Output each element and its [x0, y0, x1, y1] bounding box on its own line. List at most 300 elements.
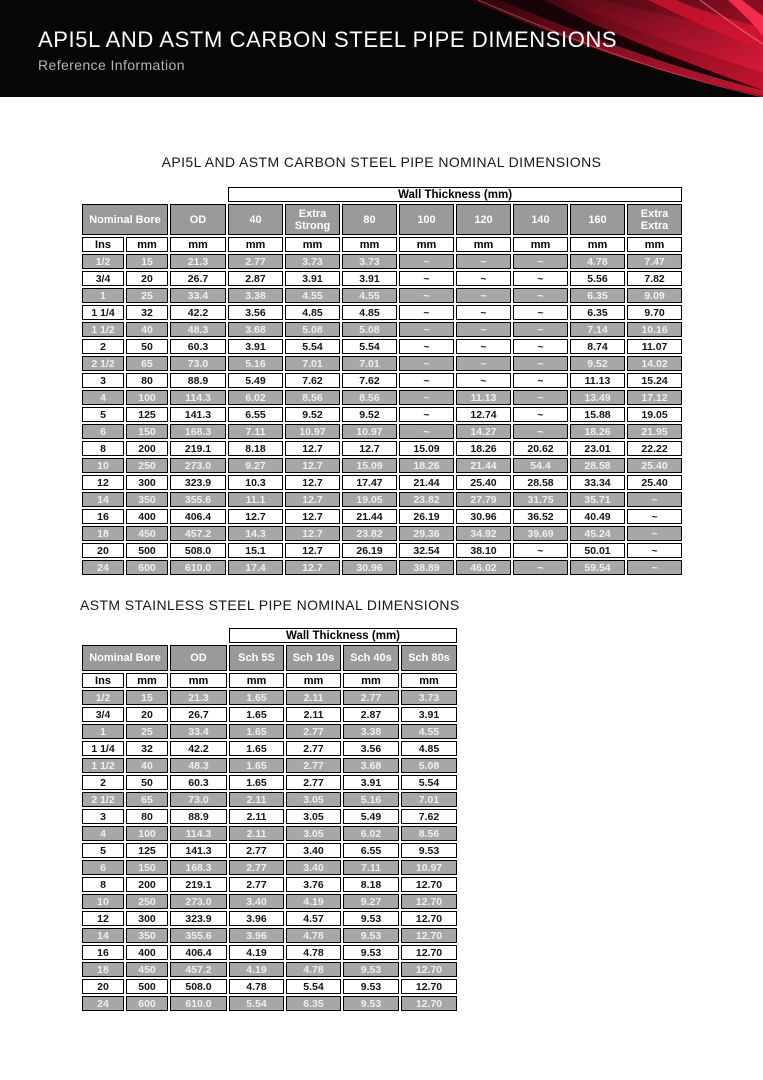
unit-cell: Ins	[82, 673, 124, 688]
unit-cell: mm	[627, 237, 682, 252]
table-row	[82, 458, 682, 473]
data-cell: 13.49	[570, 390, 625, 405]
table-row	[82, 826, 457, 841]
data-cell: 18.26	[456, 441, 511, 456]
unit-cell: mm	[342, 237, 397, 252]
data-cell: 12.70	[401, 945, 457, 960]
data-cell: 28.58	[513, 475, 568, 490]
table-row	[82, 894, 457, 909]
data-cell: ~	[399, 407, 454, 422]
data-cell: 15.24	[627, 373, 682, 388]
column-header-row	[82, 204, 682, 235]
data-cell: 12.70	[401, 996, 457, 1011]
data-cell: 60.3	[170, 339, 226, 354]
data-cell: 3.73	[342, 254, 397, 269]
data-cell: 50	[126, 339, 168, 354]
data-cell: 2.87	[228, 271, 283, 286]
data-cell: 40	[126, 758, 168, 773]
table-row	[82, 424, 682, 439]
data-cell: 88.9	[170, 809, 227, 824]
table-row	[82, 741, 457, 756]
data-cell: 3/4	[82, 707, 124, 722]
table-row	[82, 390, 682, 405]
unit-cell: mm	[229, 673, 284, 688]
data-cell: 29.36	[399, 526, 454, 541]
data-cell: 4.85	[401, 741, 457, 756]
data-cell: 406.4	[170, 945, 227, 960]
data-cell: 6.35	[570, 288, 625, 303]
data-cell: 500	[126, 979, 168, 994]
unit-cell: mm	[170, 673, 227, 688]
table-row	[82, 707, 457, 722]
data-cell: 23.82	[399, 492, 454, 507]
data-cell: 8.74	[570, 339, 625, 354]
data-cell: 20	[126, 271, 168, 286]
data-cell: 5.54	[401, 775, 457, 790]
data-cell: 54.4	[513, 458, 568, 473]
table-row	[82, 475, 682, 490]
table-row	[82, 509, 682, 524]
data-cell: 25	[126, 724, 168, 739]
data-cell: 14	[82, 492, 124, 507]
data-cell: 4.19	[229, 945, 284, 960]
table-row	[82, 945, 457, 960]
data-cell: 20.62	[513, 441, 568, 456]
table-row	[82, 288, 682, 303]
data-cell: 50.01	[570, 543, 625, 558]
data-cell: 25.40	[627, 475, 682, 490]
data-cell: 21.3	[170, 254, 226, 269]
data-cell: 39.69	[513, 526, 568, 541]
data-cell: 114.3	[170, 826, 227, 841]
data-cell: 7.14	[570, 322, 625, 337]
data-cell: 300	[126, 911, 168, 926]
data-cell: 4.78	[570, 254, 625, 269]
data-cell: 7.47	[627, 254, 682, 269]
carbon-steel-table	[80, 185, 684, 577]
data-cell: 21.3	[170, 690, 227, 705]
data-cell: 450	[126, 526, 168, 541]
data-cell: 323.9	[170, 911, 227, 926]
data-cell: 7.01	[342, 356, 397, 371]
data-cell: 600	[126, 560, 168, 575]
data-cell: ~	[399, 356, 454, 371]
data-cell: 3.05	[286, 809, 341, 824]
data-cell: ~	[513, 543, 568, 558]
data-cell: 3.68	[343, 758, 399, 773]
data-cell: 12.7	[342, 441, 397, 456]
data-cell: 7.01	[401, 792, 457, 807]
data-cell: 3.40	[286, 860, 341, 875]
table-row	[82, 526, 682, 541]
data-cell: 24	[82, 560, 124, 575]
data-cell: 114.3	[170, 390, 226, 405]
data-cell: 5	[82, 843, 124, 858]
data-cell: 4.85	[342, 305, 397, 320]
data-cell: 12.7	[285, 458, 340, 473]
unit-cell: mm	[126, 237, 168, 252]
data-cell: 3.96	[229, 928, 284, 943]
table-row	[82, 322, 682, 337]
spacer-cell	[82, 628, 227, 643]
data-cell: ~	[399, 373, 454, 388]
column-header: Nominal Bore	[82, 204, 168, 235]
column-header: Sch 10s	[286, 645, 341, 671]
data-cell: 1.65	[229, 707, 284, 722]
data-cell: 12.70	[401, 962, 457, 977]
data-cell: 50	[126, 775, 168, 790]
data-cell: 10.97	[285, 424, 340, 439]
data-cell: 323.9	[170, 475, 226, 490]
data-cell: ~	[513, 390, 568, 405]
data-cell: 457.2	[170, 962, 227, 977]
data-cell: 73.0	[170, 356, 226, 371]
table-row	[82, 877, 457, 892]
data-cell: ~	[399, 424, 454, 439]
data-cell: 20	[82, 979, 124, 994]
data-cell: 3.73	[401, 690, 457, 705]
data-cell: 4.78	[286, 928, 341, 943]
data-cell: 12	[82, 911, 124, 926]
data-cell: 17.4	[228, 560, 283, 575]
data-cell: 9.53	[343, 911, 399, 926]
data-cell: ~	[513, 424, 568, 439]
data-cell: 9.53	[343, 962, 399, 977]
data-cell: 6.02	[343, 826, 399, 841]
page-title: API5L AND ASTM CARBON STEEL PIPE DIMENSIONS	[38, 27, 618, 52]
spacer-cell	[82, 187, 226, 202]
data-cell: 5	[82, 407, 124, 422]
data-cell: 15.09	[399, 441, 454, 456]
table-row	[82, 809, 457, 824]
data-cell: 219.1	[170, 441, 226, 456]
table-row	[82, 996, 457, 1011]
data-cell: 40	[126, 322, 168, 337]
unit-cell: mm	[285, 237, 340, 252]
data-cell: 15.09	[342, 458, 397, 473]
data-cell: 7.11	[228, 424, 283, 439]
data-cell: ~	[513, 356, 568, 371]
data-cell: 7.82	[627, 271, 682, 286]
data-cell: 2.77	[229, 877, 284, 892]
data-cell: 11.13	[456, 390, 511, 405]
data-cell: 65	[126, 356, 168, 371]
data-cell: 3	[82, 809, 124, 824]
data-cell: 3.05	[286, 826, 341, 841]
data-cell: 300	[126, 475, 168, 490]
data-cell: 5.54	[286, 979, 341, 994]
data-cell: 12.7	[285, 526, 340, 541]
data-cell: 8.18	[343, 877, 399, 892]
data-cell: 16	[82, 945, 124, 960]
data-cell: 3/4	[82, 271, 124, 286]
column-header: OD	[170, 204, 226, 235]
table-row	[82, 843, 457, 858]
data-cell: 21.95	[627, 424, 682, 439]
data-cell: ~	[399, 390, 454, 405]
data-cell: 5.16	[343, 792, 399, 807]
data-cell: 2	[82, 775, 124, 790]
data-cell: 17.47	[342, 475, 397, 490]
data-cell: 3.05	[286, 792, 341, 807]
data-cell: 15.1	[228, 543, 283, 558]
data-cell: 46.02	[456, 560, 511, 575]
data-cell: 3	[82, 373, 124, 388]
data-cell: 12.7	[285, 543, 340, 558]
unit-cell: mm	[343, 673, 399, 688]
data-cell: 12.7	[285, 441, 340, 456]
data-cell: 32	[126, 741, 168, 756]
data-cell: 88.9	[170, 373, 226, 388]
data-cell: 17.12	[627, 390, 682, 405]
data-cell: 141.3	[170, 407, 226, 422]
data-cell: 168.3	[170, 860, 227, 875]
table-row	[82, 979, 457, 994]
data-cell: 3.76	[286, 877, 341, 892]
data-cell: 250	[126, 894, 168, 909]
data-cell: 26.19	[342, 543, 397, 558]
data-cell: 5.49	[228, 373, 283, 388]
data-cell: 23.01	[570, 441, 625, 456]
data-cell: 3.56	[228, 305, 283, 320]
data-cell: 1.65	[229, 724, 284, 739]
column-header: 100	[399, 204, 454, 235]
data-cell: 14.3	[228, 526, 283, 541]
table-row	[82, 356, 682, 371]
unit-cell: mm	[513, 237, 568, 252]
table-row	[82, 492, 682, 507]
table-row	[82, 775, 457, 790]
data-cell: 31.75	[513, 492, 568, 507]
data-cell: 273.0	[170, 894, 227, 909]
data-cell: 5.49	[343, 809, 399, 824]
data-cell: 12.70	[401, 979, 457, 994]
column-header: 80	[342, 204, 397, 235]
data-cell: 610.0	[170, 560, 226, 575]
wall-thickness-label: Wall Thickness (mm)	[228, 187, 682, 202]
data-cell: 10.97	[342, 424, 397, 439]
table-row	[82, 305, 682, 320]
data-cell: 2.11	[229, 826, 284, 841]
data-cell: 22.22	[627, 441, 682, 456]
data-cell: 12.70	[401, 877, 457, 892]
data-cell: 9.53	[343, 945, 399, 960]
data-cell: ~	[399, 288, 454, 303]
data-cell: 60.3	[170, 775, 227, 790]
data-cell: 80	[126, 809, 168, 824]
data-cell: 11.1	[228, 492, 283, 507]
column-header: OD	[170, 645, 227, 671]
data-cell: 5.16	[228, 356, 283, 371]
data-cell: ~	[399, 305, 454, 320]
table-row	[82, 860, 457, 875]
page-subtitle: Reference Information	[38, 57, 185, 73]
data-cell: 5.08	[285, 322, 340, 337]
data-cell: 11.07	[627, 339, 682, 354]
data-cell: 1.65	[229, 775, 284, 790]
table-row	[82, 724, 457, 739]
data-cell: 42.2	[170, 741, 227, 756]
data-cell: 12.7	[285, 475, 340, 490]
data-cell: 10.97	[401, 860, 457, 875]
data-cell: ~	[399, 254, 454, 269]
data-cell: 9.27	[343, 894, 399, 909]
data-cell: 21.44	[399, 475, 454, 490]
column-header: Nominal Bore	[82, 645, 168, 671]
data-cell: 1 1/4	[82, 741, 124, 756]
data-cell: 9.70	[627, 305, 682, 320]
data-cell: ~	[456, 373, 511, 388]
column-header: Extra Strong	[285, 204, 340, 235]
unit-cell: mm	[126, 673, 168, 688]
data-cell: 2.11	[229, 809, 284, 824]
data-cell: 12.7	[285, 509, 340, 524]
data-cell: 500	[126, 543, 168, 558]
data-cell: 6	[82, 860, 124, 875]
data-cell: 9.53	[343, 996, 399, 1011]
data-cell: 12.70	[401, 911, 457, 926]
data-cell: 38.10	[456, 543, 511, 558]
banner-text-block	[38, 27, 617, 73]
data-cell: 2.77	[286, 758, 341, 773]
data-cell: 1 1/2	[82, 322, 124, 337]
data-cell: 3.91	[285, 271, 340, 286]
table-row	[82, 373, 682, 388]
data-cell: 2.77	[228, 254, 283, 269]
data-cell: 8.56	[342, 390, 397, 405]
unit-cell: mm	[401, 673, 457, 688]
data-cell: 6.35	[286, 996, 341, 1011]
data-cell: 14.27	[456, 424, 511, 439]
data-cell: 3.56	[343, 741, 399, 756]
data-cell: 508.0	[170, 543, 226, 558]
data-cell: 24	[82, 996, 124, 1011]
data-cell: 150	[126, 860, 168, 875]
data-cell: 100	[126, 826, 168, 841]
data-cell: 10.16	[627, 322, 682, 337]
data-cell: 406.4	[170, 509, 226, 524]
data-cell: 65	[126, 792, 168, 807]
data-cell: 168.3	[170, 424, 226, 439]
data-cell: 14	[82, 928, 124, 943]
table-row	[82, 543, 682, 558]
data-cell: 45.24	[570, 526, 625, 541]
unit-cell: Ins	[82, 237, 124, 252]
wall-thickness-row	[82, 628, 457, 643]
data-cell: 34.92	[456, 526, 511, 541]
data-cell: 59.54	[570, 560, 625, 575]
units-row	[82, 237, 682, 252]
data-cell: 16	[82, 509, 124, 524]
data-cell: 21.44	[342, 509, 397, 524]
table-row	[82, 254, 682, 269]
data-cell: 23.82	[342, 526, 397, 541]
data-cell: 8.56	[285, 390, 340, 405]
data-cell: ~	[627, 492, 682, 507]
carbon-steel-table-body	[82, 254, 682, 575]
data-cell: 400	[126, 509, 168, 524]
table-row	[82, 911, 457, 926]
data-cell: ~	[399, 322, 454, 337]
units-row	[82, 673, 457, 688]
data-cell: 5.08	[342, 322, 397, 337]
data-cell: 7.62	[342, 373, 397, 388]
data-cell: 12.70	[401, 928, 457, 943]
data-cell: 7.01	[285, 356, 340, 371]
data-cell: ~	[399, 271, 454, 286]
data-cell: 250	[126, 458, 168, 473]
data-cell: 21.44	[456, 458, 511, 473]
data-cell: 9.52	[285, 407, 340, 422]
data-cell: 6.55	[343, 843, 399, 858]
data-cell: 4	[82, 390, 124, 405]
carbon-steel-table-title: API5L AND ASTM CARBON STEEL PIPE NOMINAL DIMENSIONS	[161, 154, 602, 170]
data-cell: 28.58	[570, 458, 625, 473]
data-cell: 18.26	[399, 458, 454, 473]
data-cell: 5.54	[229, 996, 284, 1011]
data-cell: ~	[456, 356, 511, 371]
data-cell: 2.11	[229, 792, 284, 807]
column-header: Extra Extra	[627, 204, 682, 235]
data-cell: 9.27	[228, 458, 283, 473]
data-cell: 2.77	[229, 860, 284, 875]
data-cell: 2	[82, 339, 124, 354]
data-cell: 5.54	[342, 339, 397, 354]
data-cell: 200	[126, 441, 168, 456]
unit-cell: mm	[570, 237, 625, 252]
data-cell: 6	[82, 424, 124, 439]
data-cell: 15.88	[570, 407, 625, 422]
column-header: Sch 40s	[343, 645, 399, 671]
unit-cell: mm	[228, 237, 283, 252]
data-cell: 3.91	[401, 707, 457, 722]
data-cell: 2.77	[286, 741, 341, 756]
data-cell: 8.18	[228, 441, 283, 456]
data-cell: 42.2	[170, 305, 226, 320]
unit-cell: mm	[456, 237, 511, 252]
data-cell: ~	[513, 305, 568, 320]
data-cell: ~	[513, 254, 568, 269]
data-cell: 8.56	[401, 826, 457, 841]
data-cell: 355.6	[170, 928, 227, 943]
data-cell: 150	[126, 424, 168, 439]
column-header: Sch 80s	[401, 645, 457, 671]
data-cell: 2.87	[343, 707, 399, 722]
data-cell: 3.73	[285, 254, 340, 269]
unit-cell: mm	[286, 673, 341, 688]
data-cell: 26.7	[170, 707, 227, 722]
data-cell: 355.6	[170, 492, 226, 507]
data-cell: 30.96	[342, 560, 397, 575]
data-cell: ~	[456, 305, 511, 320]
stainless-steel-table	[80, 626, 459, 1013]
data-cell: 610.0	[170, 996, 227, 1011]
data-cell: 125	[126, 843, 168, 858]
data-cell: 12.7	[285, 560, 340, 575]
data-cell: 18	[82, 526, 124, 541]
data-cell: 8	[82, 877, 124, 892]
data-cell: 2.77	[286, 724, 341, 739]
data-cell: 1.65	[229, 758, 284, 773]
table-row	[82, 758, 457, 773]
data-cell: 600	[126, 996, 168, 1011]
data-cell: 4.78	[286, 962, 341, 977]
data-cell: 4.19	[229, 962, 284, 977]
data-cell: 3.91	[228, 339, 283, 354]
data-cell: 26.7	[170, 271, 226, 286]
data-cell: 350	[126, 492, 168, 507]
data-cell: 125	[126, 407, 168, 422]
